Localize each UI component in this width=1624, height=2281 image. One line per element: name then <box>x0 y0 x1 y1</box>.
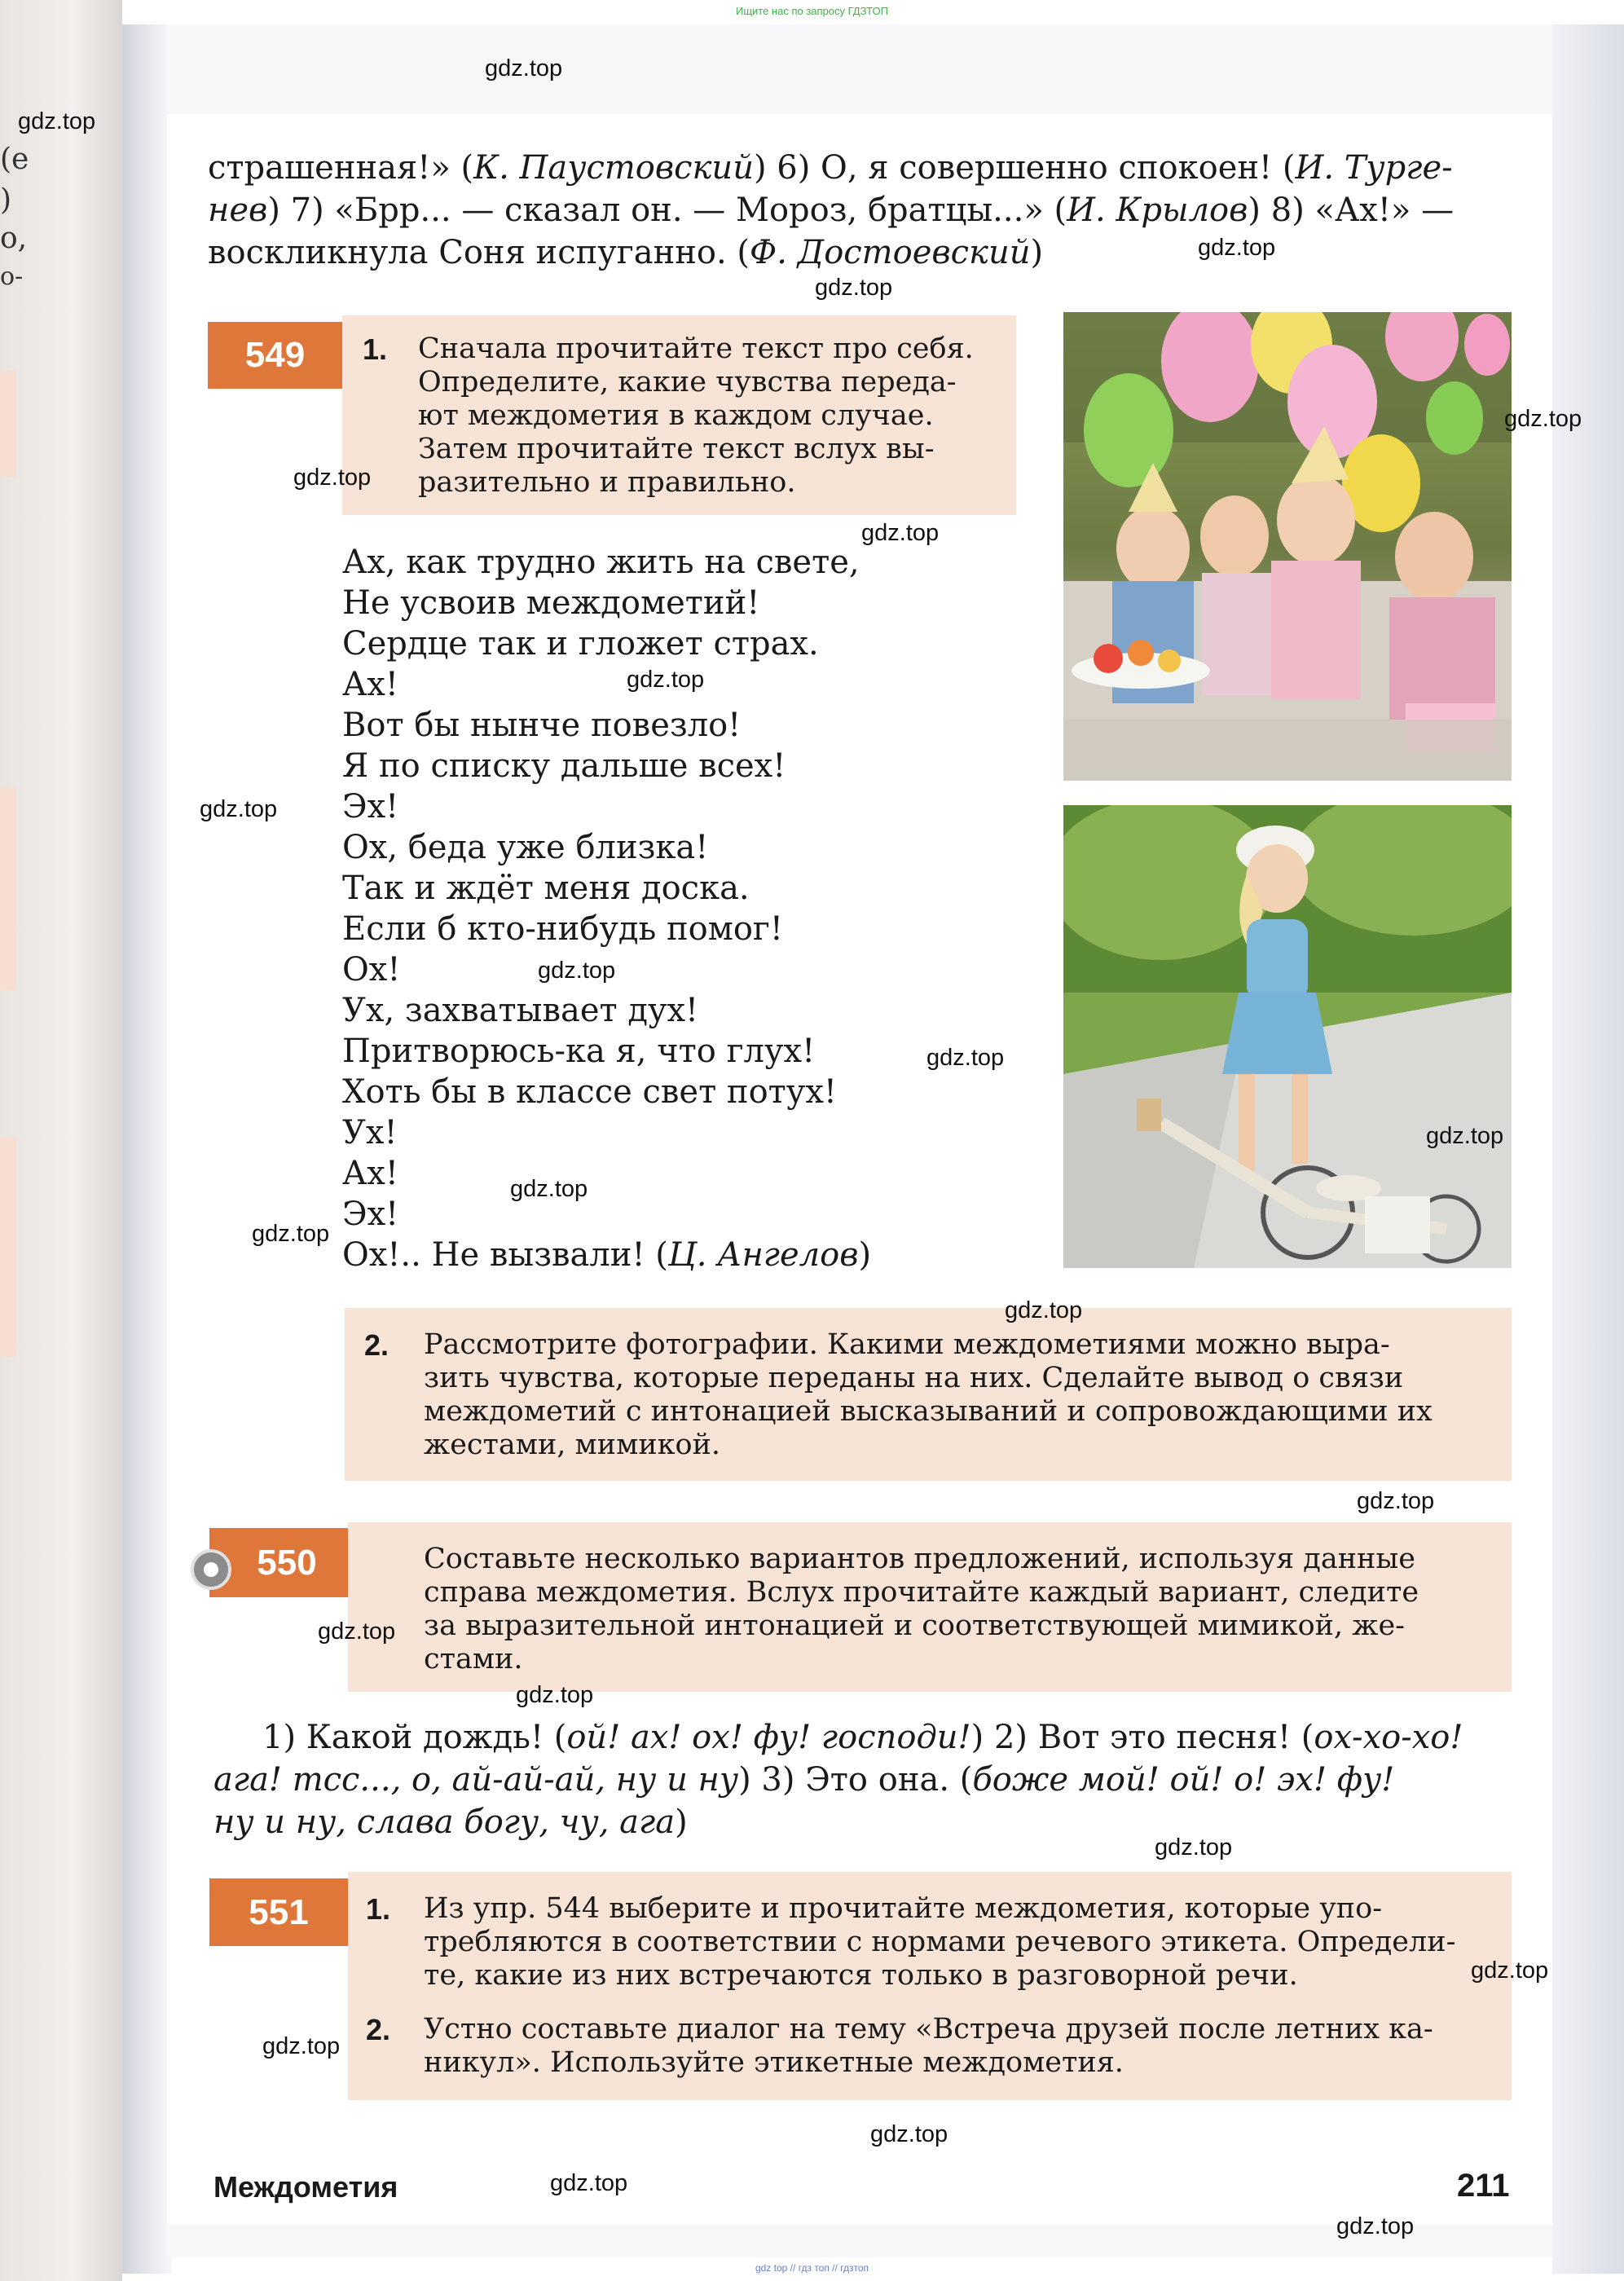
text-run: ) 7) «Брр... — сказал он. — Мороз, братцы...» ( <box>267 192 1067 229</box>
italic-run: И. Турге- <box>1295 149 1453 187</box>
task-line: зить чувства, которые переданы на них. Сделайте вывод о связи <box>424 1362 1404 1394</box>
watermark: gdz.top <box>1426 1123 1504 1149</box>
watermark: gdz.top <box>1005 1297 1083 1323</box>
task-line: Из упр. 544 выберите и прочитайте междометия, которые упо- <box>424 1892 1383 1925</box>
text-run: воскликнула Соня испуганно. ( <box>208 234 750 271</box>
step-number: 2. <box>364 1328 389 1362</box>
left-page-fragment: ) <box>0 183 12 217</box>
watermark: gdz.top <box>815 275 893 301</box>
italic-run: ага! тсс..., о, ай-ай-ай, ну и ну <box>213 1761 739 1799</box>
exercise-551-step1 <box>424 1892 1495 1993</box>
text-run: ) <box>675 1803 688 1841</box>
watermark: gdz.top <box>18 108 96 134</box>
italic-run: ох-хо-хо! <box>1314 1719 1463 1756</box>
right-page-edge <box>1552 24 1624 2274</box>
poem-line: Так и ждёт меня доска. <box>342 870 750 907</box>
intro-line <box>208 231 1512 274</box>
example-line <box>213 1759 1517 1801</box>
exercise-551-step2 <box>424 2013 1495 2080</box>
exercise-number-549: 549 <box>208 322 342 389</box>
watermark: gdz.top <box>485 55 563 81</box>
task-line: жестами, мимикой. <box>424 1429 721 1461</box>
task-line: междометий с интонацией высказываний и сопровождающими их <box>424 1395 1433 1428</box>
watermark: gdz.top <box>1357 1488 1435 1514</box>
text-run: ) 2) Вот это песня! ( <box>970 1719 1314 1756</box>
poem-line: Эх! <box>342 1196 399 1233</box>
gear-icon <box>191 1549 231 1590</box>
watermark: gdz.top <box>870 2121 948 2147</box>
italic-run: К. Паустовский <box>473 149 754 187</box>
step-number: 2. <box>366 2013 391 2046</box>
task-line: требляются в соответствии с нормами речевого этикета. Определи- <box>424 1926 1456 1958</box>
example-line <box>213 1716 1517 1759</box>
poem-line: Ах! <box>342 666 398 703</box>
poem <box>342 542 1043 1275</box>
task-line: Затем прочитайте текст вслух вы- <box>418 433 935 465</box>
step-number: 1. <box>363 332 388 366</box>
exercise-549-task <box>418 332 997 500</box>
task-line: справа междометия. Вслух прочитайте каждый вариант, следите <box>424 1576 1419 1609</box>
italic-run: ой! ах! ох! фу! господи! <box>566 1719 971 1756</box>
intro-text <box>208 147 1512 274</box>
header-note: Ищите нас по запросу ГДЗТОП <box>735 5 888 17</box>
watermark: gdz.top <box>510 1176 588 1202</box>
left-page-color-strip <box>0 786 16 990</box>
watermark: gdz.top <box>627 667 705 693</box>
task-line: Сначала прочитайте текст про себя. <box>418 332 974 365</box>
task-line: Устно составьте диалог на тему «Встреча друзей после летних ка- <box>424 2013 1433 2045</box>
watermark: gdz.top <box>1155 1834 1233 1860</box>
watermark: gdz.top <box>1198 235 1276 261</box>
poem-line: Ох, беда уже близка! <box>342 829 709 866</box>
poem-line: Вот бы нынче повезло! <box>342 707 742 744</box>
watermark: gdz.top <box>318 1618 396 1645</box>
left-page-fragment: о, <box>0 222 28 255</box>
italic-run: И. Крылов <box>1067 192 1248 229</box>
task-line: ют междометия в каждом случае. <box>418 399 934 432</box>
watermark: gdz.top <box>861 520 940 546</box>
watermark: gdz.top <box>252 1221 330 1247</box>
watermark: gdz.top <box>1504 406 1582 432</box>
photo-girl-bicycle <box>1063 805 1512 1268</box>
task-line: те, какие из них встречаются только в разговорной речи. <box>424 1959 1298 1992</box>
text-run: ) 8) «Ах!» — <box>1248 192 1455 229</box>
poem-line: Сердце так и гложет страх. <box>342 625 819 663</box>
poem-line: Ах, как трудно жить на свете, <box>342 544 860 581</box>
exercise-number-550: 550 <box>209 1528 348 1597</box>
poem-line: Ах! <box>342 1155 398 1192</box>
task-line: разительно и правильно. <box>418 466 796 499</box>
text-run: страшенная!» ( <box>208 149 474 187</box>
poem-line: Если б кто-нибудь помог! <box>342 910 783 948</box>
footer-note: gdz top // гдз топ // гдзтоп <box>755 2262 869 2274</box>
task-line: стами. <box>424 1643 523 1676</box>
exercise-number-551: 551 <box>209 1878 348 1946</box>
left-page-color-strip <box>0 371 16 477</box>
text-run: ) <box>1030 234 1044 271</box>
task-line: Рассмотрите фотографии. Какими междометиями можно выра- <box>424 1328 1390 1361</box>
step-number: 1. <box>366 1892 391 1926</box>
task-line: Составьте несколько вариантов предложений, используя данные <box>424 1543 1415 1575</box>
poem-author: Ц. Ангелов <box>667 1236 859 1274</box>
watermark: gdz.top <box>262 2033 341 2059</box>
photo-party-children <box>1063 312 1512 781</box>
intro-line <box>208 147 1512 189</box>
page-number: 211 <box>1457 2168 1510 2204</box>
task-line: никул». Используйте этикетные междометия. <box>424 2046 1124 2079</box>
text-run: ) 3) Это она. ( <box>738 1761 973 1799</box>
task-line: Определите, какие чувства переда- <box>418 366 957 399</box>
left-page-fragment: (е <box>0 143 29 176</box>
watermark: gdz.top <box>1336 2213 1415 2239</box>
poem-line: Хоть бы в классе свет потух! <box>342 1073 837 1111</box>
watermark: gdz.top <box>293 465 372 491</box>
watermark: gdz.top <box>516 1682 594 1708</box>
poem-line: Ох! <box>342 951 401 989</box>
watermark: gdz.top <box>1471 1957 1549 1984</box>
task-line: за выразительной интонацией и соответствующей мимикой, же- <box>424 1609 1405 1642</box>
text-run: ) 6) О, я совершенно спокоен! ( <box>753 149 1296 187</box>
watermark: gdz.top <box>538 958 616 984</box>
left-page-color-strip <box>0 1137 16 1357</box>
watermark: gdz.top <box>926 1045 1005 1071</box>
section-title: Междометия <box>213 2170 398 2204</box>
italic-run: ну и ну, слава богу, чу, ага <box>213 1803 676 1841</box>
text-run: 1) Какой дождь! ( <box>262 1719 567 1756</box>
exercise-550-examples <box>213 1716 1517 1843</box>
left-page-fragment: о- <box>0 262 24 291</box>
watermark: gdz.top <box>550 2170 628 2196</box>
poem-line: Я по списку дальше всех! <box>342 747 786 785</box>
poem-line: Ух, захватывает дух! <box>342 992 699 1029</box>
exercise-549-step2 <box>424 1328 1495 1462</box>
intro-line <box>208 189 1512 231</box>
italic-run: боже мой! ой! о! эх! фу! <box>972 1761 1395 1799</box>
example-line <box>213 1801 1517 1843</box>
page-gutter <box>122 24 171 2274</box>
italic-run: Ф. Достоевский <box>750 234 1031 271</box>
exercise-550-task <box>424 1543 1495 1676</box>
watermark: gdz.top <box>200 796 278 822</box>
poem-line: Ух! <box>342 1114 398 1152</box>
italic-run: нев <box>208 192 268 229</box>
poem-line: Эх! <box>342 788 399 826</box>
left-page-edge <box>0 0 122 2281</box>
poem-line: Притворюсь-ка я, что глух! <box>342 1033 816 1070</box>
poem-line: Ох!.. Не вызвали! (Ц. Ангелов) <box>342 1236 872 1274</box>
poem-line: Не усвоив междометий! <box>342 584 760 622</box>
